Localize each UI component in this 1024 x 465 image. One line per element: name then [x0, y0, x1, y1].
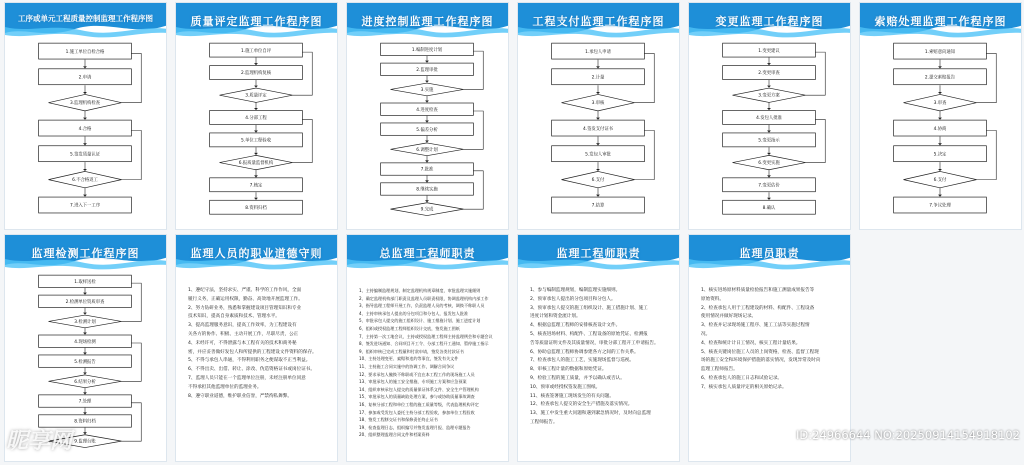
duty-line: 履行义务，正确运用权限，勤奋、高效地开展监理工作。	[188, 296, 303, 302]
flow-node	[381, 123, 474, 142]
flow-node	[210, 110, 303, 132]
board-title: 变更监理工作程序图	[715, 15, 824, 28]
flow-node-label: 4.合格	[78, 126, 92, 132]
duty-line: 3、预审承包人提交的施工组织设计、施工措施计划、施工	[530, 305, 648, 311]
duty-list	[701, 287, 840, 393]
flow-node-label: 6.支付	[591, 178, 605, 184]
flow-node-label: 1.编制进度计划	[411, 48, 443, 54]
flow-node	[210, 178, 303, 200]
flow-node-label: 6.支付	[933, 178, 947, 184]
duty-line: 使用情况并做好现场记录。	[701, 314, 757, 320]
flow-node-label: 4.签发支付证书	[582, 126, 614, 132]
flow-node-label: 2.计量	[591, 75, 605, 81]
flow-node-label: 1.索赔意向通知	[924, 49, 956, 55]
board-4	[517, 2, 680, 230]
flow-node	[732, 119, 825, 177]
flow-node-label: 5.检测报告	[74, 359, 96, 365]
flow-node-label: 8.资料归档	[74, 419, 96, 425]
duty-line: 5、核查进场材料、构配件、工程设备的原始凭证、检测报	[530, 331, 648, 337]
board-10	[517, 234, 680, 462]
duty-line: 监理工程师报告。	[701, 367, 738, 373]
board-title: 质量评定监理工作程序图	[190, 15, 323, 28]
flow-node	[39, 335, 132, 354]
flow-node-label: 6.变更实施	[758, 161, 780, 167]
flow-node-label: 6.不合格返工	[72, 178, 98, 184]
flow-node	[723, 200, 816, 214]
flow-node	[723, 110, 816, 132]
flow-node	[903, 130, 996, 196]
flow-node	[552, 197, 645, 213]
flow-node	[390, 51, 483, 102]
board-8	[175, 234, 338, 462]
duty-line: 技术知识，提高自身素质和技术、管理水平。	[188, 314, 280, 320]
flow-node	[219, 52, 312, 110]
duty-line: 7、监理人员只能在一个监理单位注册，未经注册单位同意	[188, 375, 306, 381]
duty-line: 10、预审或经授权签发施工图纸。	[530, 384, 601, 390]
flow-node	[210, 43, 303, 65]
duty-line: 3、检查并记录现场施工程序、施工工法等实施过程情	[701, 323, 810, 329]
flow-node	[552, 120, 645, 145]
flow-node-label: 2.监理机构复核	[240, 71, 272, 77]
board-title: 工程支付监理工作程序图	[532, 15, 665, 28]
flowchart	[11, 33, 159, 223]
duty-line: 1、参与编制监理规划，编制监理实施细则。	[530, 288, 621, 293]
duty-line: 1、遵纪守法，坚持求实、严谨、科学的工作作风，全面	[188, 288, 302, 293]
duty-list	[359, 287, 498, 439]
duty-line: 5、不得与承包人串通，不得利用职务之便谋取不正当利益。	[188, 358, 311, 364]
duty-line: 15、审批承包人的质量缺陷处理方案，参与或协助质量事故调查	[359, 394, 475, 400]
flow-node	[381, 63, 474, 82]
flow-node	[48, 343, 141, 394]
duty-line: 11、核查签署施工现场发生的有关问题。	[530, 393, 614, 399]
flow-node-label: 2.提交索赔报告	[924, 75, 956, 81]
flow-node-label: 5.变更指示	[758, 138, 780, 144]
flow-node-label: 5.决定	[933, 152, 947, 158]
flow-node-label: 7.进入下一工序	[69, 203, 101, 209]
duty-list	[530, 287, 669, 428]
flow-node-label: 4.协商	[933, 126, 947, 132]
duty-line: 11、主持施工合同实施中的协调工作，调解合同争议	[359, 363, 455, 369]
duty-line: 3、提高监理服务意识，提高工作效率，为工程建设有	[188, 323, 297, 329]
flow-node-label: 1.施工单位自检合格	[65, 49, 105, 55]
flow-node	[39, 69, 132, 94]
duty-line: 进度计划和资金流计划。	[530, 314, 581, 320]
flow-node-label: 3.质量评定	[245, 93, 267, 99]
duty-line: 6、协助总监理工程师协调参建各方之间的工作关系。	[530, 349, 639, 355]
flow-node-label: 2.检测单位资质审查	[65, 299, 105, 305]
flow-node-label: 6.调整计划	[416, 147, 438, 153]
flow-node	[210, 200, 303, 214]
flow-node-label: 8.确认	[762, 205, 776, 211]
board-title: 监理人员的职业道德守则	[190, 247, 323, 260]
board-title: 监理员职责	[739, 247, 800, 260]
duty-line: 2、努力钻研业务，熟悉和掌握建设项目管理知识和专业	[188, 305, 302, 311]
duty-line: 10、主持处理变更、索赔和违约等事宜，签发有关文件	[359, 356, 459, 362]
flow-node	[894, 146, 987, 171]
flow-node-label: 7.核定	[249, 183, 263, 189]
flow-node	[39, 43, 132, 68]
duty-line: 况。	[701, 331, 711, 337]
flow-node-label: 7.结算	[591, 203, 605, 209]
flow-node	[723, 66, 816, 88]
flow-node	[381, 163, 474, 182]
watermark-id: ID:24966644 NO:20250914154918102	[795, 428, 1020, 442]
flowchart	[524, 33, 672, 223]
flow-node	[894, 69, 987, 94]
duty-line: 4、检查和统计计日工情况，核实工程计量结果。	[701, 340, 801, 346]
flow-node-label: 5.单位工程验收	[240, 138, 272, 144]
flow-node	[894, 197, 987, 213]
flow-node	[210, 133, 303, 155]
duty-line: 4、根据总监理工程师的安排核查设计文件。	[530, 323, 621, 329]
flow-node-label: 4.现场检测	[74, 339, 96, 345]
flow-node	[894, 43, 987, 68]
flow-node-label: 2.申请	[78, 75, 92, 81]
flow-node-label: 1.施工单位自评	[240, 48, 272, 54]
flow-node	[381, 43, 474, 62]
flow-node-label: 7.争议处理	[929, 203, 951, 209]
duty-line: 4、未经许可，不得泄露与本工程有关的技术和商务秘	[188, 340, 297, 346]
flow-node	[48, 283, 141, 334]
flow-node	[723, 43, 816, 65]
board-3	[346, 2, 509, 230]
flow-node-label: 8.继续实施	[416, 187, 438, 193]
duty-line: 工程师报告。	[530, 419, 558, 425]
duty-line: 2、预审承包人提出的分包项目和分包人。	[530, 296, 616, 302]
flow-node	[552, 43, 645, 68]
duty-line: 2、确定监理机构部门职责及监理人员职责权限，协调监理机构内部工作	[359, 295, 489, 301]
flow-node	[39, 355, 132, 374]
board-title: 监理工程师职责	[556, 247, 641, 260]
flow-node-label: 3.变更方案	[758, 93, 780, 99]
flow-node	[894, 120, 987, 145]
duty-line: 18、签发工程移交证书和保修责任终止证书	[359, 417, 438, 423]
duty-line: 告等质量证明文件及其质量情况，审批分部工程开工申请报告。	[530, 340, 659, 346]
flow-node-label: 4.发包人批准	[756, 116, 782, 122]
duty-line: 7、检查承包人的施工工艺，实施现场监督与巡视。	[530, 358, 634, 364]
flow-node	[903, 53, 996, 119]
flow-node	[381, 183, 474, 202]
flow-node-label: 7.处理	[78, 399, 92, 405]
flow-node-label: 5.偏差分析	[416, 127, 438, 133]
board-1	[4, 2, 167, 230]
flow-node	[723, 178, 816, 200]
duty-line: 12、检查承包人提交的安全生产措施及落实情况。	[530, 402, 633, 408]
board-9	[346, 234, 509, 462]
flow-node-label: 4.进度检查	[416, 107, 438, 113]
flow-node	[39, 275, 132, 294]
flow-node-label: 3.审核	[591, 101, 605, 107]
duty-line: 1、核实进场原材料质量检验报告和施工测量成果报告等	[701, 288, 815, 293]
board-title: 总监理工程师职责	[379, 247, 476, 260]
duty-line: 3、指导监理工程师开展工作，负责监理人员的考核，调换不称职人员	[359, 303, 485, 309]
duty-line: 4、主持审核承包人提出的分包项目和分包人，报发包人批准	[359, 310, 469, 316]
flow-node	[219, 119, 312, 177]
flow-node-label: 7.变更估价	[758, 183, 780, 189]
flow-node	[39, 395, 132, 414]
flow-node	[561, 53, 654, 119]
duty-line: 17、参加或受发包人委托主持分部工程验收，参加单位工程验收	[359, 409, 475, 415]
flow-node-label: 7.批准	[420, 167, 434, 173]
flowchart	[182, 33, 330, 223]
flow-node	[552, 69, 645, 94]
board-title: 进度控制监理工作程序图	[361, 15, 494, 28]
duty-line: 13、施工中发生重大问题和遇到紧急情况时，及时向总监理	[530, 411, 651, 417]
flowchart	[695, 33, 843, 223]
duty-line: 6、检查承包人的施工日志和试验记录。	[701, 375, 783, 381]
duty-line: 1、主持编制监理规划，制定监理机构规章制度，审批监理实施细则	[359, 288, 481, 293]
flow-node	[210, 66, 303, 88]
duty-line: 8、签发进场通知、合同项目开工令、分部工程开工通知、暂停施工指示	[359, 341, 489, 347]
flow-node	[48, 53, 141, 119]
duty-line: 5、核查关键岗位施工人员的上岗资格，检查、监督工程现	[701, 349, 819, 355]
duty-line: 场的施工安全和环境保护措施的落实情况，发现异常及时向	[701, 358, 821, 364]
duty-line: 9、检验工程的施工质量，并予以确认或否认。	[530, 375, 625, 381]
flow-node	[732, 52, 825, 110]
duty-line: 7、核实承包人质量评定的相关原始记录。	[701, 384, 787, 390]
flow-node-label: 9.完成	[420, 207, 434, 213]
flow-node-label: 1.取样送检	[74, 280, 96, 286]
flow-node-label: 1.承包人申请	[585, 49, 611, 55]
duty-line: 8、审核工程计量的数据和原始凭证。	[530, 367, 607, 373]
duty-line: 原始资料。	[701, 296, 724, 302]
flow-node-label: 3.审查	[933, 101, 947, 107]
duty-line: 7、主持第一次工地会议，主持或授权监理工程师主持监理例会和专题会议	[359, 333, 493, 339]
board-title: 工序或单元工程质量控制监理工作程序图	[18, 14, 153, 23]
duty-line: 20、组织整理监理合同文件和档案资料	[359, 432, 430, 438]
duty-line: 13、审批承包人的施工安全措施、专项施工方案和应急预案	[359, 379, 467, 385]
duty-line: 8、遵守职业道德，维护职业信誉，严禁徇私舞弊。	[188, 393, 292, 399]
board-title: 索赔处理监理工作程序图	[874, 15, 1007, 28]
flow-node-label: 3.监理机构检查	[69, 101, 101, 107]
flow-node-label: 8.资料归档	[245, 205, 267, 211]
board-5	[688, 2, 851, 230]
duty-line: 6、组织或授权监理工程师组织设计交底，签发施工图纸	[359, 325, 460, 331]
duty-line: 9、组织审核已完成工程量和付款申请，签发各类付款证书	[359, 348, 464, 354]
flow-node-label: 2.监理审批	[416, 67, 438, 73]
flow-node	[723, 133, 816, 155]
duty-line: 12、要求承包人撤换不称职或不宜在本工程工作的现场施工人员	[359, 371, 475, 377]
flow-node	[39, 146, 132, 171]
flow-node	[381, 103, 474, 122]
flow-node-label: 6.结果分析	[74, 379, 96, 385]
flowchart	[353, 33, 501, 223]
flow-node	[552, 146, 645, 171]
board-6	[859, 2, 1022, 230]
board-title: 监理检测工作程序图	[31, 247, 140, 260]
duty-line: 2、检查承包人用于工程建设的材料、构配件、工程设备	[701, 305, 815, 311]
duty-line: 14、组织审核承包人提交的质量保证体系文件、安全生产管理机构	[359, 386, 479, 392]
flow-node-label: 6.报质量监督机构	[238, 161, 274, 167]
flow-node-label: 5.发包人审批	[585, 152, 611, 158]
duty-line: 19、检查监理日志，组织编写并签发监理月报、监理专题报告	[359, 424, 471, 430]
flow-node-label: 2.变更审查	[758, 71, 780, 77]
flow-node-label: 5.签发质量认证	[69, 152, 101, 158]
duty-line: 16、复核分部工程和单位工程的施工质量等级，代表监理机构评定	[359, 401, 479, 407]
flow-node-label: 3.检测计划	[74, 319, 96, 325]
flow-node	[39, 295, 132, 314]
duty-line: 关各方的协作、积极、主动开展工作，尽职尽责，公正	[188, 331, 299, 337]
watermark-brand: 昵享网	[6, 429, 73, 454]
duty-list	[188, 287, 327, 401]
duty-line: 不得承担其他监理单位的监理业务。	[188, 384, 262, 390]
duty-line: 密，并应妥善做好发包人和所提供的工程建设文件资料的保存。	[188, 349, 317, 355]
flow-node	[39, 120, 132, 145]
flow-node	[561, 130, 654, 196]
flow-node-label: 9.监理台账	[74, 439, 96, 445]
flow-node-label: 1.变更建议	[758, 48, 780, 54]
flow-node-label: 4.分部工程	[245, 116, 267, 122]
duty-line: 5、审批承包人提交的施工组织设计、施工措施计划、施工进度计划	[359, 318, 481, 324]
flow-node-label: 3.实施	[420, 87, 434, 93]
duty-line: 6、不得出卖、出借、转让、涂改、伪造资格证书或岗位证书。	[188, 367, 315, 373]
flow-node	[39, 197, 132, 213]
flow-node	[48, 130, 141, 196]
board-2	[175, 2, 338, 230]
flow-node	[390, 111, 483, 162]
flowchart	[866, 33, 1014, 223]
